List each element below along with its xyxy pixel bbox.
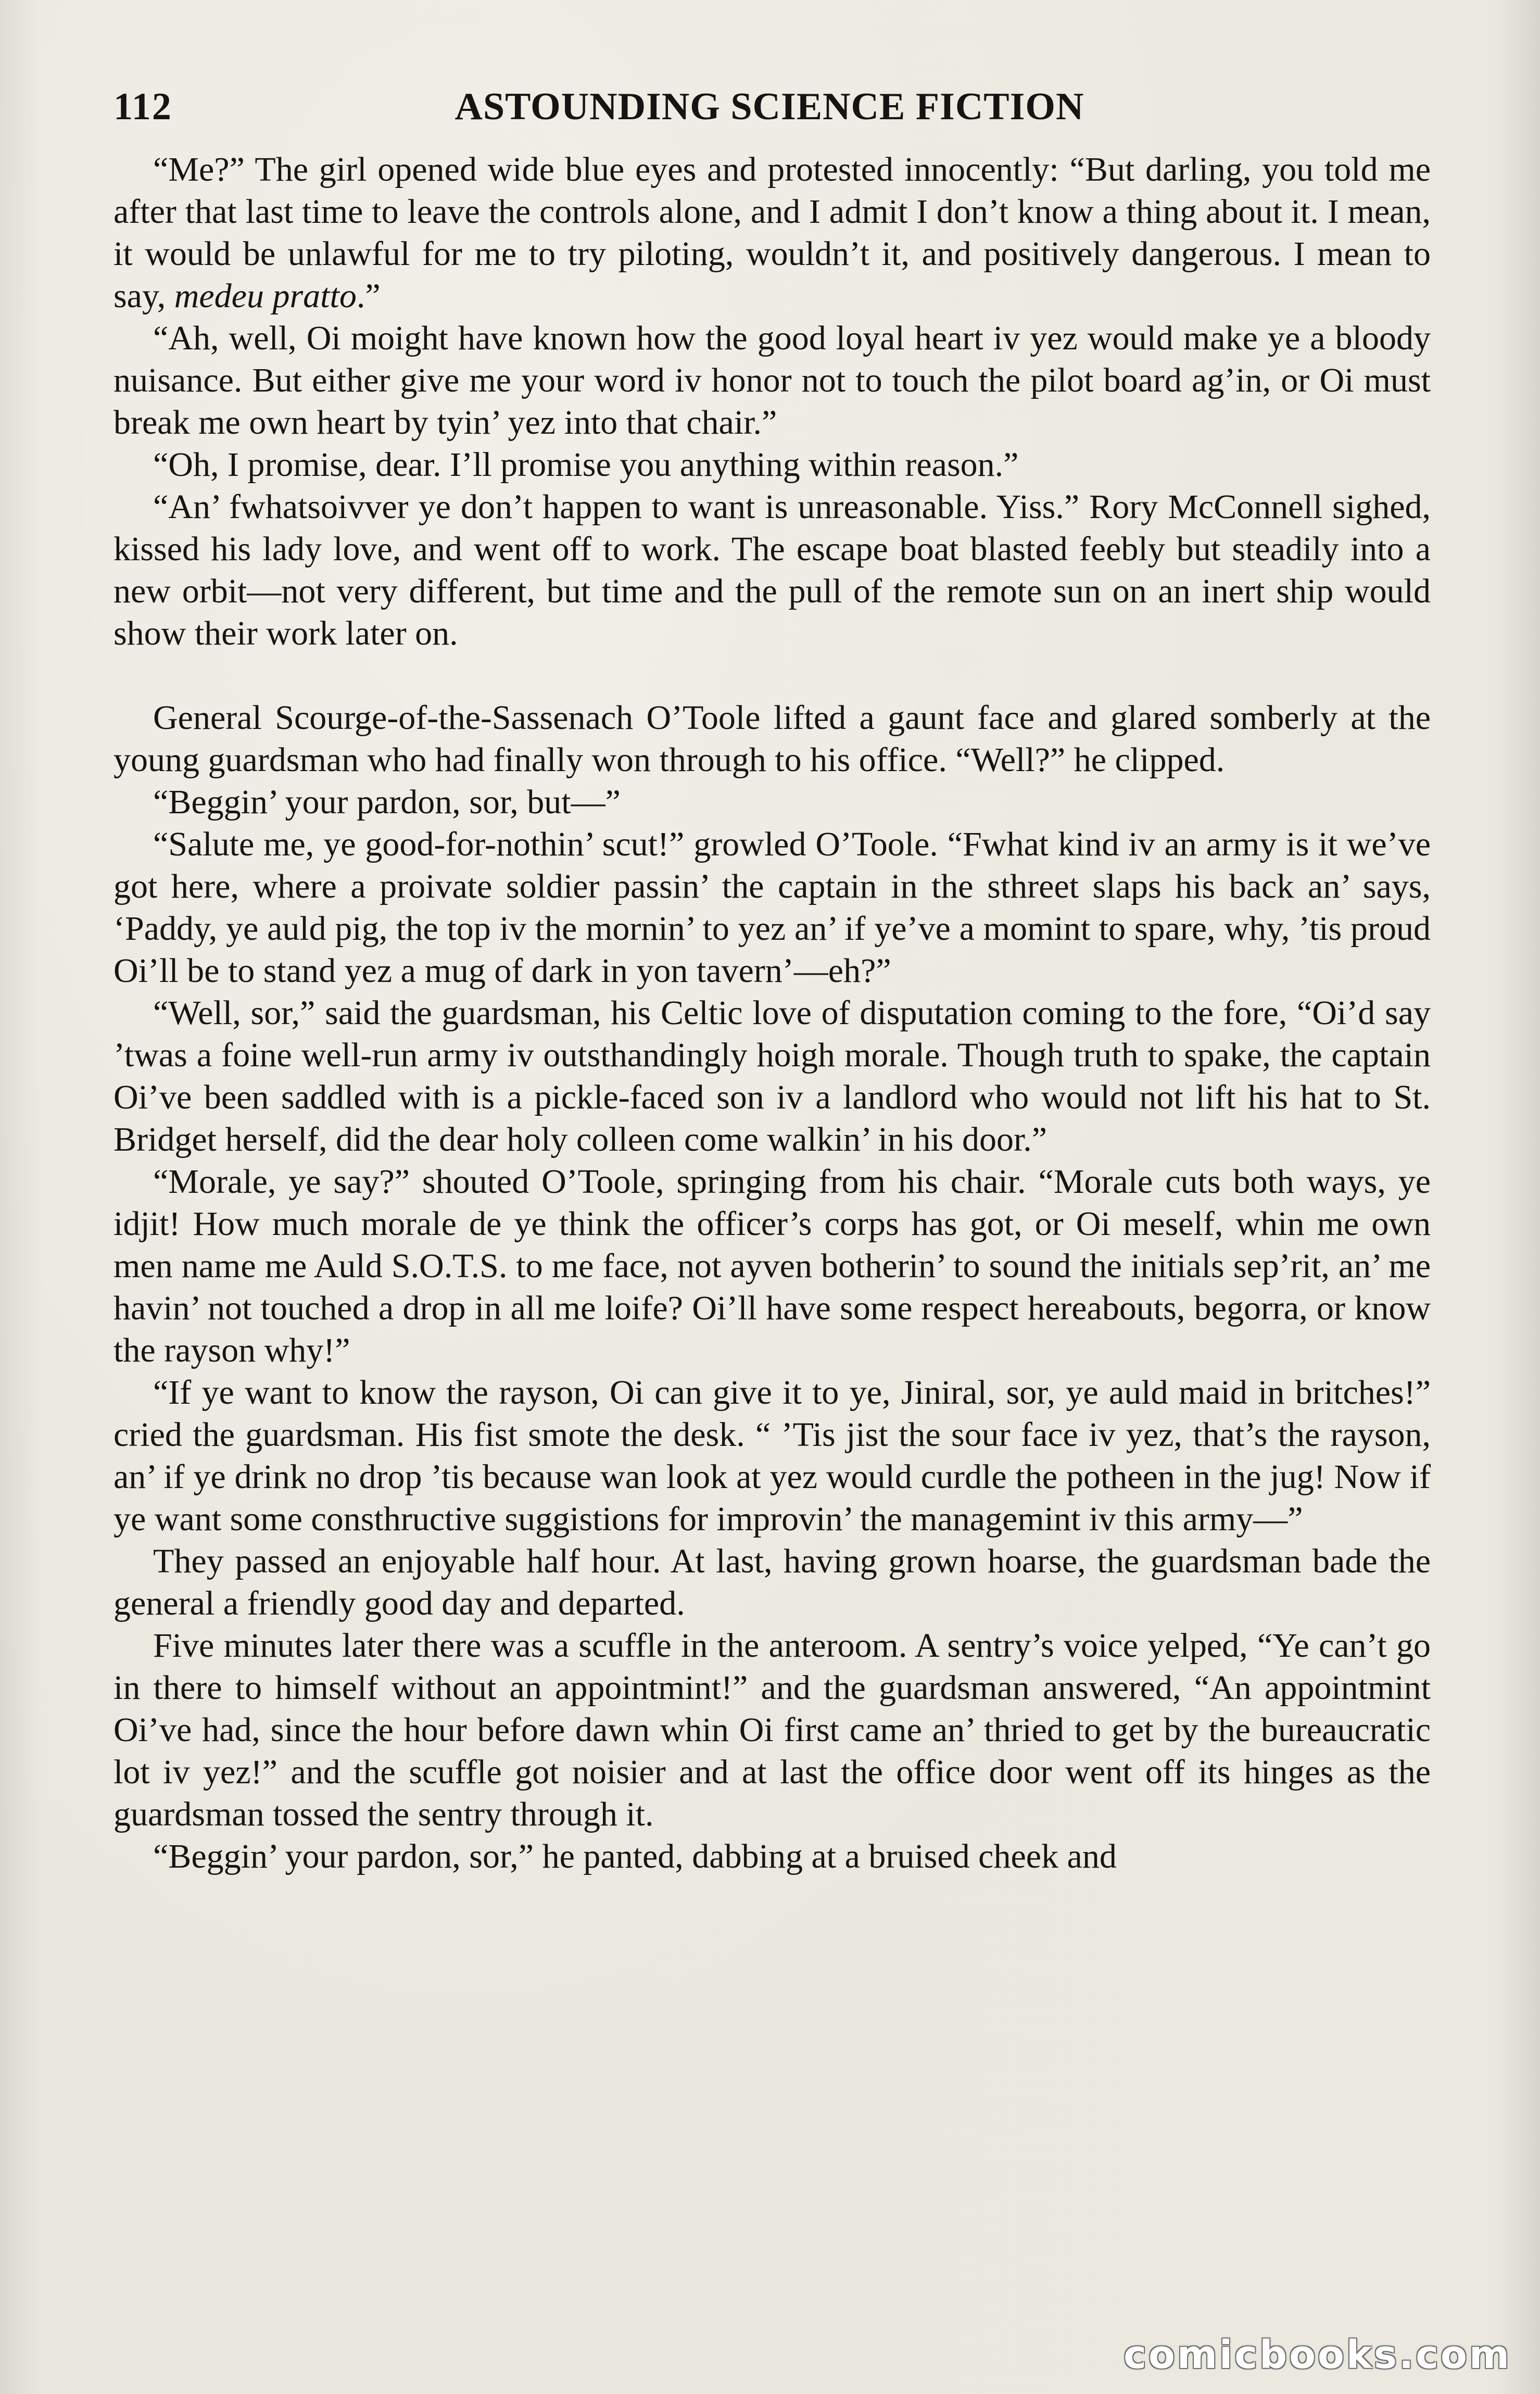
paragraph: “Salute me, ye good-for-nothin’ scut!” growled O’Toole. “Fwhat kind iv an army is it we’ve got here, where a proivate soldier passin’ the captain in the sthreet slaps his back an’ says, ‘Paddy, ye auld pig, the top iv the mornin’ to yez an’ if ye’ve a momint to spare, why, ’tis proud Oi’ll be to stand yez a mug of dark in yon tavern’—eh?”: [113, 825, 1431, 990]
story-text: [113, 148, 1431, 1878]
paragraph: “If ye want to know the rayson, Oi can give it to ye, Jiniral, sor, ye auld maid in britches!” cried the guardsman. His fist smote the desk. “ ’Tis jist the sour face iv yez, that’s the rayson, an’ if ye drink no drop ’tis because wan look at yez would curdle the potheen in the jug! Now if ye want some consthructive suggistions for improvin’ the managemint iv this army—”: [113, 1374, 1431, 1538]
paragraph: “Beggin’ your pardon, sor, but—”: [153, 783, 621, 821]
page-number: 112: [113, 85, 172, 128]
paragraph: Five minutes later there was a scuffle in the anteroom. A sentry’s voice yelped, “Ye can’t go in there to himself without an appointmint!” and the guardsman answered, “An appointmint Oi’ve had, since the hour before dawn whin Oi first came an’ thried to get by the bureaucratic lot iv yez!” and the scuffle got noisier and at last the office door went off its hinges as the guardsman tossed the sentry through it.: [113, 1627, 1431, 1833]
paragraph: “Oh, I promise, dear. I’ll promise you anything within reason.”: [153, 446, 1019, 484]
paragraph: General Scourge-of-the-Sassenach O’Toole lifted a gaunt face and glared somberly at the young guardsman who had finally won through to his office. “Well?” he clipped.: [113, 699, 1431, 779]
paragraph: “Beggin’ your pardon, sor,” he panted, dabbing at a bruised cheek and: [153, 1837, 1117, 1875]
paragraph: They passed an enjoyable half hour. At last, having grown hoarse, the guardsman bade the general a friendly good day and departed.: [113, 1542, 1431, 1622]
paragraph: “Morale, ye say?” shouted O’Toole, springing from his chair. “Morale cuts both ways, ye idjit! How much morale de ye think the officer’s corps has got, or Oi meself, whin me own men name me Auld S.O.T.S. to me face, not ayven botherin’ to sound the initials sep’rit, an’ me havin’ not touched a drop in all me loife? Oi’ll have some respect hereabouts, begorra, or know the rayson why!”: [113, 1163, 1431, 1369]
paragraph: “Well, sor,” said the guardsman, his Celtic love of disputation coming to the fore, “Oi’d say ’twas a foine well-run army iv outsthandingly hoigh morale. Though truth to spake, the captain Oi’ve been saddled with is a pickle-faced son iv a landlord who would not lift his hat to St. Bridget herself, did the dear holy colleen come walkin’ in his door.”: [113, 994, 1431, 1158]
page-header: [113, 78, 1425, 135]
watermark: comicbooks.com: [1124, 2333, 1511, 2377]
paragraph: “Ah, well, Oi moight have known how the good loyal heart iv yez would make ye a bloody nuisance. But either give me your word iv honor not to touch the pilot board ag’in, or Oi must break me own heart by tyin’ yez into that chair.”: [113, 319, 1431, 442]
paragraph: “An’ fwhatsoivver ye don’t happen to want is unreasonable. Yiss.” Rory McConnell sighed, kissed his lady love, and went off to work. The escape boat blasted feebly but steadily into a new orbit—not very different, but time and the pull of the remote sun on an inert ship would show their work later on.: [113, 488, 1431, 652]
running-head: ASTOUNDING SCIENCE FICTION: [455, 85, 1084, 128]
paragraph: “Me?” The girl opened wide blue eyes and protested innocently: “But darling, you told me after that last time to leave the controls alone, and I admit I don’t know a thing about it. I mean, it would be unlawful for me to try piloting, wouldn’t it, and positively dangerous. I mean to say, medeu pratto.”: [113, 150, 1431, 315]
